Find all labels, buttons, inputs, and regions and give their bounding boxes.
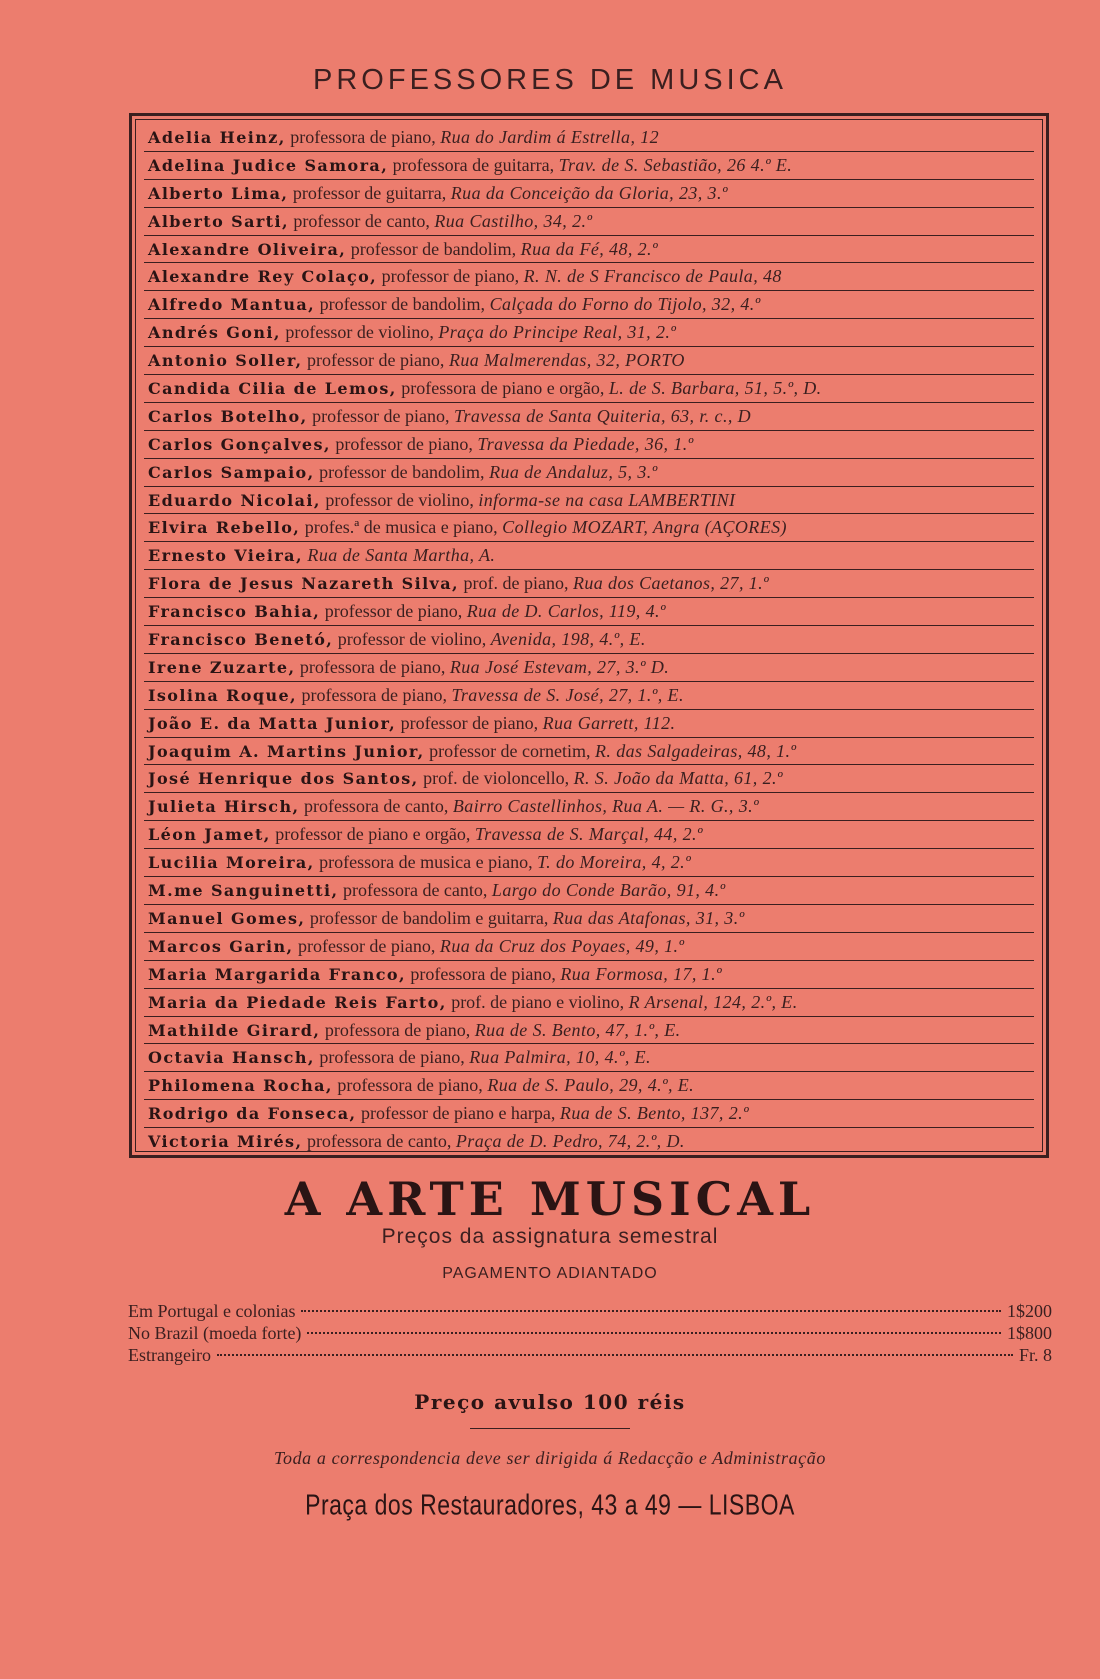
teacher-name: Joaquim A. Martins Junior, [148, 741, 425, 761]
teacher-entry [144, 208, 1034, 236]
teacher-entry [144, 570, 1034, 598]
teacher-role: professor de guitarra, [288, 182, 451, 203]
price-label: Estrangeiro [128, 1345, 211, 1365]
teacher-name: Elvira Rebello, [148, 518, 301, 538]
teacher-entry [144, 291, 1034, 319]
teacher-address: Rua José Estevam, 27, 3.º D. [449, 656, 670, 677]
teacher-name: Adelia Heinz, [148, 128, 286, 147]
teacher-address: Rua de Andaluz, 5, 3.º [489, 461, 658, 482]
teacher-entry [144, 765, 1034, 793]
teacher-entry [144, 961, 1034, 989]
teacher-role: professor de piano, [307, 405, 455, 426]
teachers-list [144, 124, 1034, 1155]
teachers-list-box [129, 113, 1049, 1158]
teacher-address: Bairro Castellinhos, Rua A. — R. G., 3.º [452, 796, 759, 817]
teacher-role: professor de canto, [288, 210, 435, 231]
teacher-role: professora de piano e orgão, [396, 378, 609, 399]
teacher-entry [144, 1017, 1034, 1045]
teacher-address: Rua das Atafonas, 31, 3.º [552, 907, 745, 928]
teacher-address: Rua da Conceição da Gloria, 23, 3.º [450, 182, 728, 203]
teacher-address: Rua de Santa Martha, A. [307, 545, 496, 566]
teacher-name: Marcos Garin, [148, 936, 294, 956]
price-row [128, 1344, 1052, 1366]
teacher-address: R. das Salgadeiras, 48, 1.º [595, 740, 797, 761]
teacher-entry [144, 877, 1034, 905]
teacher-name: Carlos Gonçalves, [148, 434, 331, 454]
teacher-name: Maria da Piedade Reis Farto, [148, 992, 447, 1012]
teacher-entry [144, 849, 1034, 877]
teacher-role: professora de canto, [299, 796, 453, 817]
teacher-address: Largo do Conde Barão, 91, 4.º [491, 880, 726, 901]
dot-leader [307, 1332, 1001, 1334]
teacher-address: R. S. João da Matta, 61, 2.º [573, 768, 783, 789]
divider [470, 1428, 630, 1429]
price-value: 1$200 [1007, 1301, 1052, 1321]
teacher-entry [144, 626, 1034, 654]
teacher-address: Praça de D. Pedro, 74, 2.º, D. [455, 1131, 685, 1152]
teacher-entry [144, 793, 1034, 821]
teacher-name: Victoria Mirés, [148, 1132, 303, 1152]
teacher-role: professor de piano, [302, 350, 449, 371]
teacher-entry [144, 375, 1034, 403]
teacher-name: Léon Jamet, [148, 825, 271, 845]
teacher-address: Rua Malmerendas, 32, PORTO [448, 350, 685, 371]
teacher-address: Collegio MOZART, Angra (AÇORES) [502, 517, 787, 538]
teacher-name: João E. da Matta Junior, [148, 713, 397, 733]
price-list [128, 1300, 1052, 1366]
teacher-name: Maria Margarida Franco, [148, 964, 406, 984]
teacher-name: Ernesto Vieira, [148, 546, 303, 566]
teacher-name: Andrés Goni, [148, 323, 281, 343]
teacher-address: Travessa de S. Marçal, 44, 2.º [474, 824, 703, 845]
teacher-entry [144, 347, 1034, 375]
teacher-address: Rua dos Caetanos, 27, 1.º [572, 573, 770, 594]
teacher-role: professora de piano, [320, 1019, 475, 1040]
teacher-address: Travessa da Piedade, 36, 1.º [477, 433, 694, 454]
dot-leader [301, 1310, 1001, 1312]
teacher-role: professor de piano, [396, 712, 543, 733]
teacher-role: professor de bandolim, [315, 294, 490, 315]
teacher-name: Carlos Sampaio, [148, 462, 315, 482]
teacher-role: professor de piano, [320, 601, 467, 622]
teacher-entry [144, 933, 1034, 961]
teacher-name: Octavia Hansch, [148, 1048, 315, 1068]
teacher-entry [144, 124, 1034, 152]
teacher-address: Rua da Cruz dos Poyaes, 49, 1.º [439, 935, 685, 956]
teacher-role: professora de piano, [297, 684, 452, 705]
teacher-role: professora de piano, [314, 1047, 470, 1068]
teacher-role: professora de canto, [338, 880, 492, 901]
teacher-address: R. N. de S Francisco de Paula, 48 [523, 266, 782, 287]
teacher-role: professor de cornetim, [424, 740, 596, 761]
teacher-entry [144, 738, 1034, 766]
teacher-name: Alberto Sarti, [148, 211, 289, 231]
teacher-name: Candida Cilia de Lemos, [148, 379, 397, 399]
price-value: 1$800 [1007, 1323, 1052, 1343]
teacher-role: prof. de piano e violino, [446, 991, 629, 1012]
teacher-address: Calçada do Forno do Tijolo, 32, 4.º [489, 294, 761, 315]
teacher-entry [144, 1072, 1034, 1100]
teacher-entry [144, 1128, 1034, 1155]
teacher-address: Travessa de S. José, 27, 1.º, E. [451, 684, 684, 705]
teacher-address: Rua de D. Carlos, 119, 4.º [466, 601, 666, 622]
teacher-role: professor de piano, [377, 266, 524, 287]
teacher-name: Rodrigo da Fonseca, [148, 1104, 357, 1124]
teacher-name: Eduardo Nicolai, [148, 490, 321, 510]
teacher-entry [144, 989, 1034, 1017]
page-title: PROFESSORES DE MUSICA [313, 64, 787, 96]
teacher-name: Alfredo Mantua, [148, 295, 316, 315]
subscription-subtitle: Preços da assignatura semestral [381, 1225, 719, 1248]
teacher-name: M.me Sanguinetti, [148, 881, 339, 901]
teacher-address: L. de S. Barbara, 51, 5.º, D. [608, 378, 822, 399]
teacher-address: R Arsenal, 124, 2.º, E. [628, 991, 798, 1012]
teacher-entry [144, 459, 1034, 487]
price-value: Fr. 8 [1018, 1345, 1052, 1365]
teacher-role: professora de piano, [405, 963, 561, 984]
teacher-name: Manuel Gomes, [148, 908, 306, 928]
teacher-entry [144, 598, 1034, 626]
teacher-entry [144, 431, 1034, 459]
teacher-name: Mathilde Girard, [148, 1020, 321, 1040]
teacher-entry [144, 403, 1034, 431]
teacher-address: Rua Formosa, 17, 1.º [560, 963, 722, 984]
teacher-role: profes.ª de musica e piano, [300, 517, 503, 538]
teacher-entry [144, 710, 1034, 738]
teacher-address: Rua Palmira, 10, 4.º, E. [469, 1047, 651, 1068]
teacher-name: Francisco Bahia, [148, 602, 321, 622]
teacher-address: Praça do Principe Real, 31, 2.º [438, 322, 677, 343]
teacher-entry [144, 682, 1034, 710]
teacher-entry [144, 152, 1034, 180]
teacher-role: professor de piano e orgão, [270, 824, 475, 845]
teacher-name: Philomena Rocha, [148, 1076, 333, 1096]
teacher-role: professora de piano, [332, 1075, 488, 1096]
teacher-name: Antonio Soller, [148, 351, 303, 371]
teacher-address: Trav. de S. Sebastião, 26 4.º E. [558, 154, 793, 175]
teacher-address: Rua de S. Bento, 47, 1.º, E. [474, 1019, 681, 1040]
teacher-name: Alberto Lima, [148, 183, 289, 203]
teacher-name: Alexandre Oliveira, [148, 239, 347, 259]
single-issue-price: Preço avulso 100 réis [414, 1390, 686, 1414]
price-label: Em Portugal e colonias [128, 1301, 296, 1321]
journal-title: A ARTE MUSICAL [284, 1172, 816, 1226]
teacher-name: Alexandre Rey Colaço, [148, 267, 378, 287]
teacher-name: Adelina Judice Samora, [148, 155, 389, 175]
teacher-address: Travessa de Santa Quiteria, 63, r. c., D [454, 405, 752, 426]
teacher-address: informa-se na casa LAMBERTINI [478, 489, 736, 510]
teacher-name: José Henrique dos Santos, [148, 769, 419, 789]
teacher-address: Rua da Fé, 48, 2.º [520, 238, 658, 259]
teacher-address: Rua de S. Paulo, 29, 4.º, E. [487, 1075, 695, 1096]
payment-note: PAGAMENTO ADIANTADO [442, 1265, 658, 1282]
teacher-entry [144, 263, 1034, 291]
teacher-entry [144, 905, 1034, 933]
teacher-entry [144, 180, 1034, 208]
teacher-name: Julieta Hirsch, [148, 797, 300, 817]
teacher-role: professor de piano e harpa, [356, 1103, 560, 1124]
teacher-role: professora de guitarra, [388, 154, 559, 175]
teacher-address: Rua de S. Bento, 137, 2.º [559, 1103, 749, 1124]
teacher-role: prof. de violoncello, [418, 768, 574, 789]
teacher-role: professor de bandolim, [346, 238, 521, 259]
teacher-role: professora de canto, [302, 1131, 456, 1152]
teacher-entry [144, 514, 1034, 542]
teacher-role: professor de violino, [280, 322, 439, 343]
teacher-role: professor de violino, [320, 489, 479, 510]
dot-leader [217, 1354, 1013, 1356]
teacher-entry [144, 236, 1034, 264]
teacher-entry [144, 1100, 1034, 1128]
teacher-entry [144, 542, 1034, 570]
teacher-address: Avenida, 198, 4.º, E. [490, 629, 646, 650]
teacher-role: professora de musica e piano, [314, 852, 538, 873]
teacher-role: professor de bandolim, [314, 461, 490, 482]
teacher-entry [144, 1044, 1034, 1072]
teacher-name: Isolina Roque, [148, 685, 298, 705]
publisher-address: Praça dos Restauradores, 43 a 49 — LISBOA [305, 1488, 795, 1521]
teacher-address: Rua do Jardim á Estrella, 12 [440, 127, 660, 147]
teacher-role: professor de violino, [333, 629, 491, 650]
teacher-role: prof. de piano, [458, 573, 573, 594]
price-row [128, 1300, 1052, 1322]
price-row [128, 1322, 1052, 1344]
teacher-role: professor de bandolim e guitarra, [305, 907, 553, 928]
teacher-name: Carlos Botelho, [148, 406, 308, 426]
teacher-role: professor de piano, [330, 433, 478, 454]
teacher-entry [144, 821, 1034, 849]
teacher-entry [144, 654, 1034, 682]
teacher-role: professor de piano, [293, 935, 440, 956]
teacher-address: Rua Castilho, 34, 2.º [434, 210, 593, 231]
price-label: No Brazil (moeda forte) [128, 1323, 302, 1343]
teacher-name: Lucilia Moreira, [148, 853, 315, 873]
teacher-name: Irene Zuzarte, [148, 657, 296, 677]
teacher-entry [144, 487, 1034, 515]
teacher-address: T. do Moreira, 4, 2.º [537, 852, 692, 873]
correspondence-note: Toda a correspondencia deve ser dirigida á Redacção e Administração [274, 1448, 826, 1468]
teacher-entry [144, 319, 1034, 347]
teacher-role: professora de piano, [285, 127, 441, 147]
teacher-role: professora de piano, [295, 656, 450, 677]
teacher-name: Flora de Jesus Nazareth Silva, [148, 574, 459, 594]
teacher-name: Francisco Benetó, [148, 630, 334, 650]
teacher-address: Rua Garrett, 112. [542, 712, 676, 733]
